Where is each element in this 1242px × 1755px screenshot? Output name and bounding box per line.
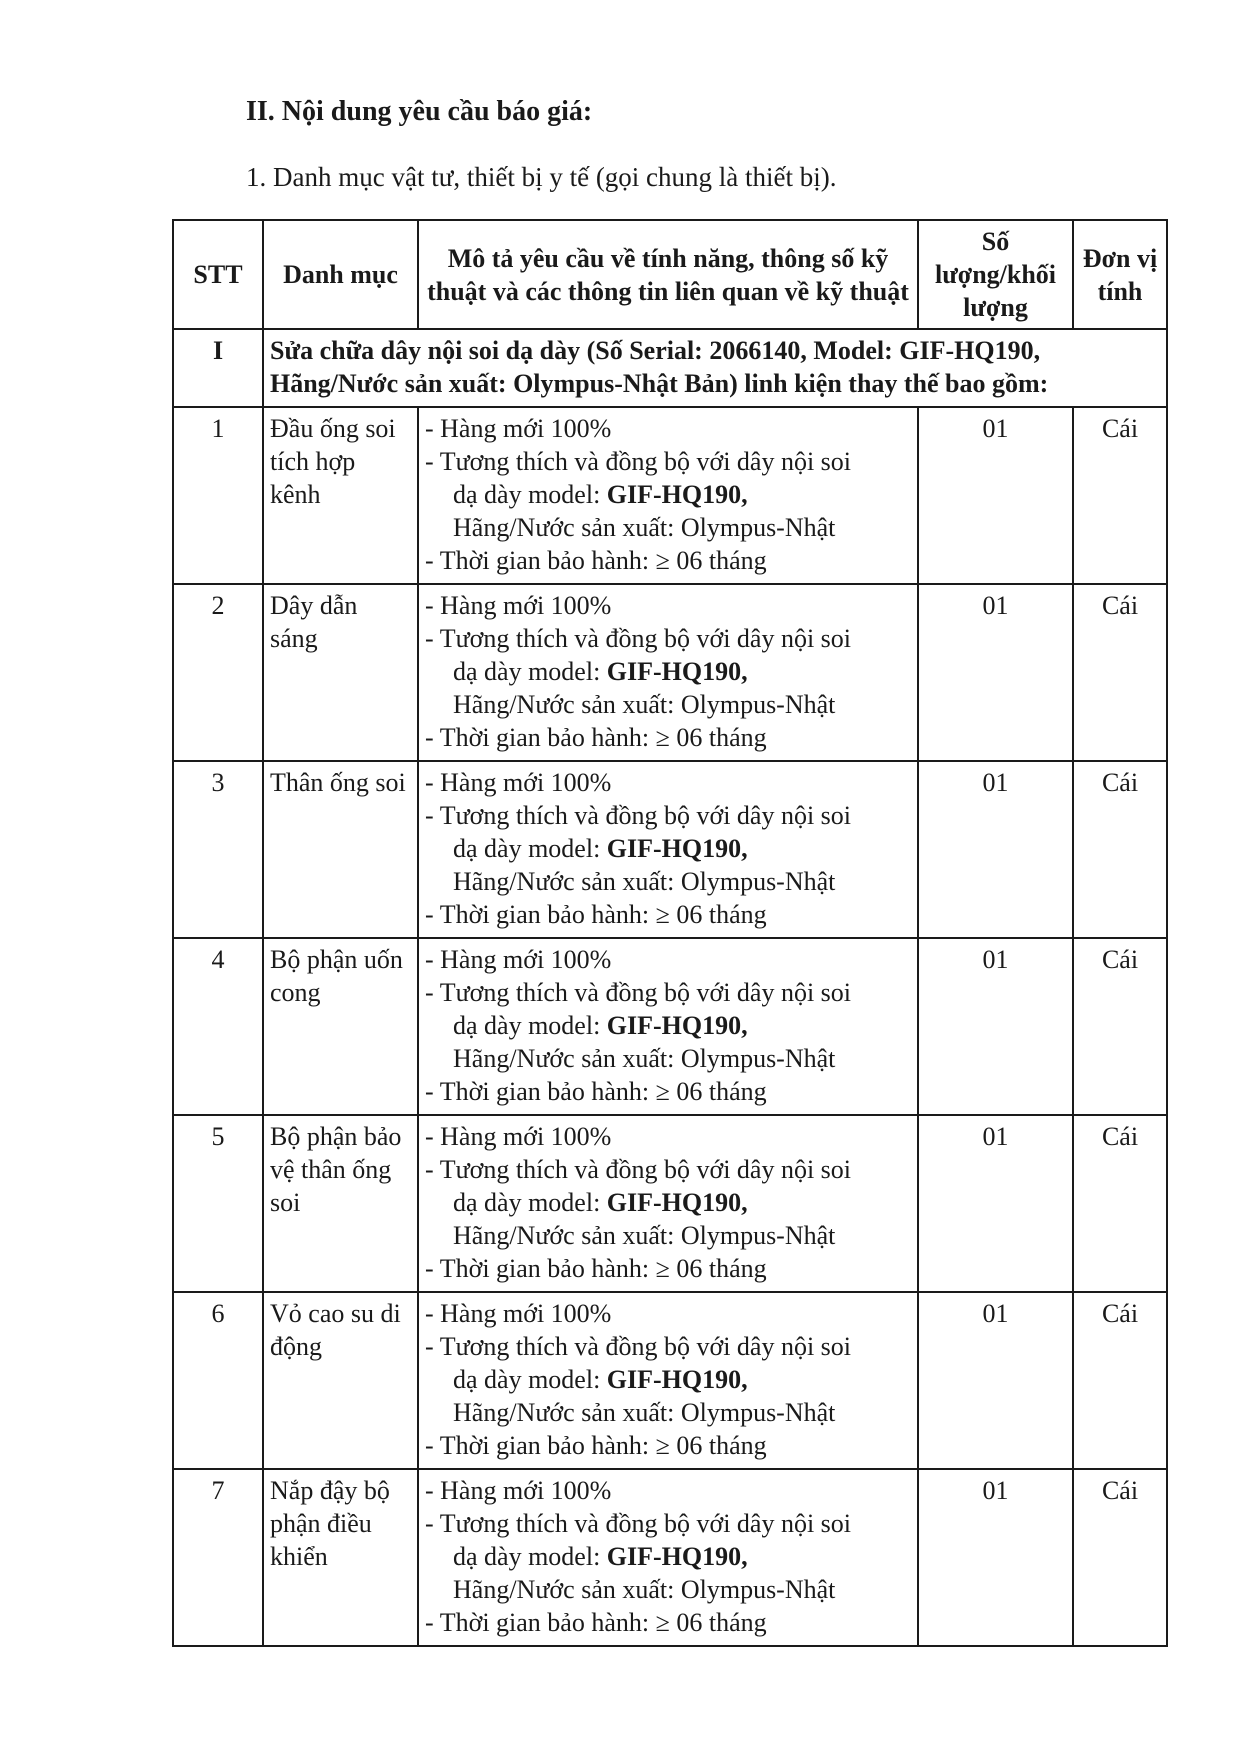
- spec-line-model: [425, 478, 911, 511]
- spec-model-code: GIF-HQ190,: [606, 1011, 748, 1040]
- row-name: Bộ phận bảo vệ thân ống soi: [263, 1115, 418, 1292]
- spec-line-model: [425, 1186, 911, 1219]
- spec-line-model: [425, 1009, 911, 1042]
- group-stt: I: [173, 329, 263, 407]
- row-qty: 01: [918, 407, 1073, 584]
- table-row: [173, 1115, 1167, 1292]
- table-row: [173, 1292, 1167, 1469]
- row-stt: 6: [173, 1292, 263, 1469]
- spec-line-new: - Hàng mới 100%: [425, 1299, 612, 1328]
- spec-line-compat: - Tương thích và đồng bộ với dây nội soi: [425, 447, 852, 476]
- spec-line-model: [425, 832, 911, 865]
- row-spec: [418, 584, 918, 761]
- row-qty: 01: [918, 584, 1073, 761]
- row-qty: 01: [918, 1292, 1073, 1469]
- row-stt: 7: [173, 1469, 263, 1646]
- spec-line-maker: Hãng/Nước sản xuất: Olympus-Nhật: [453, 1221, 836, 1250]
- spec-line-maker: Hãng/Nước sản xuất: Olympus-Nhật: [453, 690, 836, 719]
- spec-line-warranty: - Thời gian bảo hành: ≥ 06 tháng: [425, 1077, 767, 1106]
- table-row: [173, 761, 1167, 938]
- table-row: [173, 407, 1167, 584]
- row-unit: Cái: [1073, 584, 1167, 761]
- header-qty: Số lượng/khối lượng: [918, 220, 1073, 329]
- row-name: Thân ống soi: [263, 761, 418, 938]
- row-unit: Cái: [1073, 761, 1167, 938]
- table-row: [173, 584, 1167, 761]
- row-spec: [418, 407, 918, 584]
- row-spec: [418, 1115, 918, 1292]
- section-title: II. Nội dung yêu cầu báo giá:: [246, 96, 593, 127]
- spec-line-new: - Hàng mới 100%: [425, 414, 612, 443]
- spec-line-warranty: - Thời gian bảo hành: ≥ 06 tháng: [425, 1608, 767, 1637]
- spec-line-warranty: - Thời gian bảo hành: ≥ 06 tháng: [425, 900, 767, 929]
- spec-line-new: - Hàng mới 100%: [425, 768, 612, 797]
- spec-model-code: GIF-HQ190,: [606, 1365, 748, 1394]
- subsection-title: 1. Danh mục vật tư, thiết bị y tế (gọi chung là thiết bị).: [246, 162, 837, 192]
- row-name: Bộ phận uốn cong: [263, 938, 418, 1115]
- row-unit: Cái: [1073, 938, 1167, 1115]
- header-desc: Mô tả yêu cầu về tính năng, thông số kỹ thuật và các thông tin liên quan về kỹ thuật: [418, 220, 918, 329]
- spec-model-prefix: dạ dày model:: [453, 834, 607, 863]
- spec-line-new: - Hàng mới 100%: [425, 1476, 612, 1505]
- row-name: Đầu ống soi tích hợp kênh: [263, 407, 418, 584]
- spec-line-model: [425, 655, 911, 688]
- equipment-table-container: [172, 219, 1158, 1647]
- spec-line-compat: - Tương thích và đồng bộ với dây nội soi: [425, 1155, 852, 1184]
- spec-model-code: GIF-HQ190,: [606, 1188, 748, 1217]
- row-stt: 1: [173, 407, 263, 584]
- group-title: Sửa chữa dây nội soi dạ dày (Số Serial: 2066140, Model: GIF-HQ190, Hãng/Nước sản xuất: Olympus-Nhật Bản) linh kiện thay thế bao gồm:: [263, 329, 1167, 407]
- spec-line-maker: Hãng/Nước sản xuất: Olympus-Nhật: [453, 867, 836, 896]
- spec-line-compat: - Tương thích và đồng bộ với dây nội soi: [425, 1509, 852, 1538]
- row-spec: [418, 938, 918, 1115]
- spec-model-prefix: dạ dày model:: [453, 1365, 607, 1394]
- spec-model-code: GIF-HQ190,: [606, 480, 748, 509]
- row-unit: Cái: [1073, 1115, 1167, 1292]
- spec-line-compat: - Tương thích và đồng bộ với dây nội soi: [425, 624, 852, 653]
- spec-model-code: GIF-HQ190,: [606, 657, 748, 686]
- spec-line-new: - Hàng mới 100%: [425, 591, 612, 620]
- row-qty: 01: [918, 1469, 1073, 1646]
- row-qty: 01: [918, 938, 1073, 1115]
- row-spec: [418, 761, 918, 938]
- spec-line-compat: - Tương thích và đồng bộ với dây nội soi: [425, 978, 852, 1007]
- spec-model-prefix: dạ dày model:: [453, 480, 607, 509]
- row-name: Dây dẫn sáng: [263, 584, 418, 761]
- spec-line-model: [425, 1363, 911, 1396]
- row-stt: 4: [173, 938, 263, 1115]
- spec-model-code: GIF-HQ190,: [606, 834, 748, 863]
- spec-model-prefix: dạ dày model:: [453, 1542, 607, 1571]
- spec-model-prefix: dạ dày model:: [453, 657, 607, 686]
- spec-model-code: GIF-HQ190,: [606, 1542, 748, 1571]
- table-header-row: [173, 220, 1167, 329]
- spec-line-new: - Hàng mới 100%: [425, 1122, 612, 1151]
- spec-line-warranty: - Thời gian bảo hành: ≥ 06 tháng: [425, 723, 767, 752]
- spec-line-maker: Hãng/Nước sản xuất: Olympus-Nhật: [453, 1575, 836, 1604]
- table-row: [173, 938, 1167, 1115]
- spec-model-prefix: dạ dày model:: [453, 1188, 607, 1217]
- spec-line-warranty: - Thời gian bảo hành: ≥ 06 tháng: [425, 546, 767, 575]
- spec-line-warranty: - Thời gian bảo hành: ≥ 06 tháng: [425, 1431, 767, 1460]
- row-unit: Cái: [1073, 1292, 1167, 1469]
- spec-line-compat: - Tương thích và đồng bộ với dây nội soi: [425, 1332, 852, 1361]
- header-unit: Đơn vị tính: [1073, 220, 1167, 329]
- table-row: [173, 1469, 1167, 1646]
- spec-model-prefix: dạ dày model:: [453, 1011, 607, 1040]
- equipment-table: [172, 219, 1168, 1647]
- row-stt: 5: [173, 1115, 263, 1292]
- row-spec: [418, 1469, 918, 1646]
- row-unit: Cái: [1073, 1469, 1167, 1646]
- spec-line-warranty: - Thời gian bảo hành: ≥ 06 tháng: [425, 1254, 767, 1283]
- spec-line-model: [425, 1540, 911, 1573]
- spec-line-maker: Hãng/Nước sản xuất: Olympus-Nhật: [453, 513, 836, 542]
- group-row: [173, 329, 1167, 407]
- row-name: Nắp đậy bộ phận điều khiển: [263, 1469, 418, 1646]
- header-name: Danh mục: [263, 220, 418, 329]
- spec-line-maker: Hãng/Nước sản xuất: Olympus-Nhật: [453, 1398, 836, 1427]
- spec-line-new: - Hàng mới 100%: [425, 945, 612, 974]
- row-stt: 2: [173, 584, 263, 761]
- row-unit: Cái: [1073, 407, 1167, 584]
- row-qty: 01: [918, 761, 1073, 938]
- row-name: Vỏ cao su di động: [263, 1292, 418, 1469]
- spec-line-maker: Hãng/Nước sản xuất: Olympus-Nhật: [453, 1044, 836, 1073]
- spec-line-compat: - Tương thích và đồng bộ với dây nội soi: [425, 801, 852, 830]
- header-stt: STT: [173, 220, 263, 329]
- row-stt: 3: [173, 761, 263, 938]
- row-qty: 01: [918, 1115, 1073, 1292]
- row-spec: [418, 1292, 918, 1469]
